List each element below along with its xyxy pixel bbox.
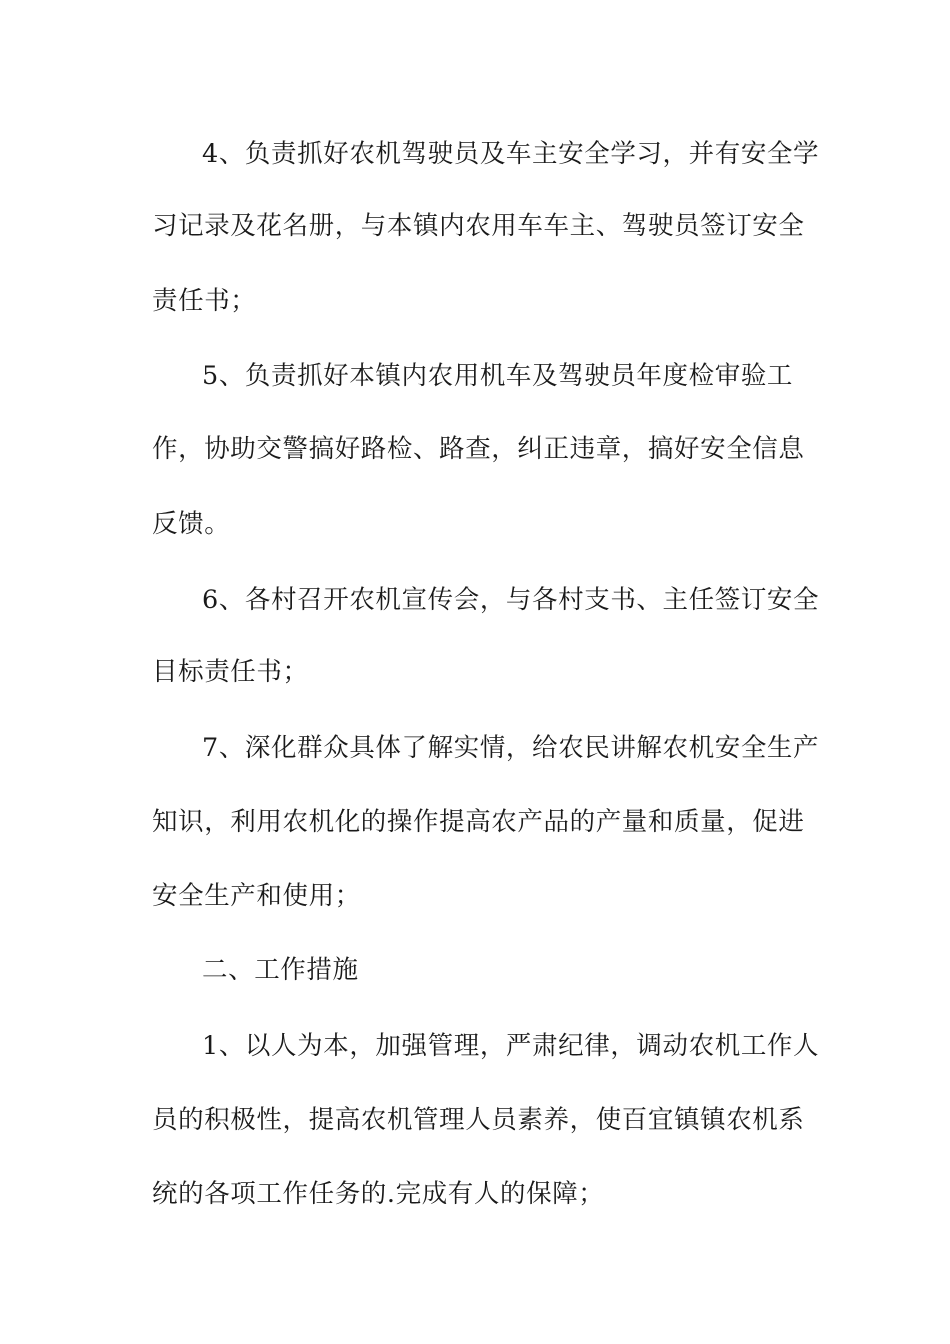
paragraph-4-line-2: 习记录及花名册，与本镇内农用车车主、驾驶员签订安全 (152, 211, 805, 241)
paragraph-4-line-1: 4、负责抓好农机驾驶员及车主安全学习，并有安全学 (202, 139, 820, 169)
paragraph-6-line-1: 6、各村召开农机宣传会，与各村支书、主任签订安全 (202, 585, 820, 615)
paragraph-5-line-3: 反馈。 (152, 509, 231, 539)
measure-1-line-1: 1、以人为本，加强管理，严肃纪律，调动农机工作人 (202, 1031, 820, 1061)
paragraph-7-line-2: 知识，利用农机化的操作提高农产品的产量和质量，促进 (152, 807, 805, 837)
measure-1-line-3: 统的各项工作任务的.完成有人的保障； (152, 1179, 605, 1209)
measure-1-line-2: 员的积极性，提高农机管理人员素养，使百宜镇镇农机系 (152, 1105, 805, 1135)
paragraph-7-line-1: 7、深化群众具体了解实情，给农民讲解农机安全生产 (202, 733, 820, 763)
paragraph-6-line-2: 目标责任书； (152, 657, 309, 687)
paragraph-7-line-3: 安全生产和使用； (152, 881, 361, 911)
paragraph-4-line-3: 责任书； (152, 286, 257, 316)
paragraph-5-line-1: 5、负责抓好本镇内农用机车及驾驶员年度检审验工 (202, 361, 794, 391)
paragraph-5-line-2: 作，协助交警搞好路检、路查，纠正违章，搞好安全信息 (152, 434, 805, 464)
section-heading-measures: 二、工作措施 (202, 955, 359, 985)
